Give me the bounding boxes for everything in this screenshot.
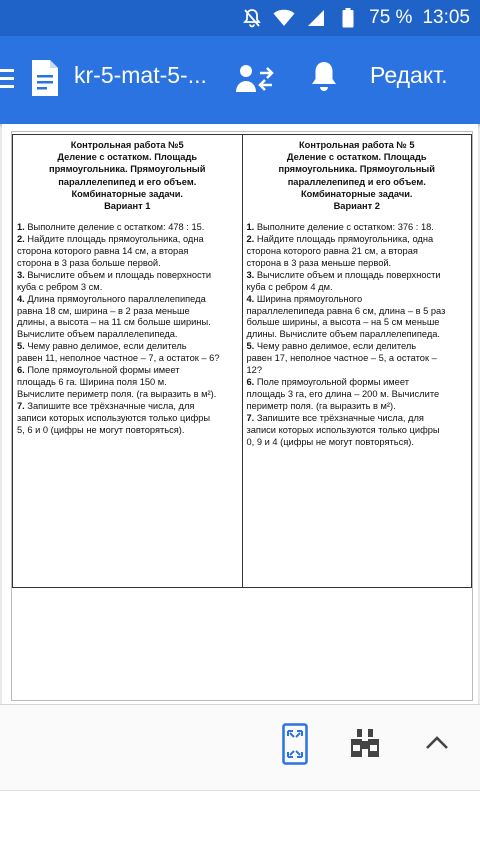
document-page[interactable]: [2, 124, 478, 704]
task-7: 7. Запишите все трёхзначные числа, для записи которых используются только цифры 5, 6 и 0 (цифры не могут повторяться).: [17, 400, 211, 435]
header-line: параллелепипед и его объем.: [287, 176, 426, 187]
header-line: Вариант 1: [104, 201, 151, 212]
header-line: Вариант 2: [333, 201, 380, 212]
share-user-icon[interactable]: [236, 62, 274, 96]
chevron-up-icon[interactable]: [424, 731, 450, 753]
task-1: 1. Выполните деление с остатком: 376 : 18.: [246, 222, 434, 233]
signal-icon: [305, 7, 327, 29]
document-icon: [30, 58, 60, 98]
document-title[interactable]: kr-5-mat-5-...: [74, 62, 207, 88]
variant-2-tasks: [247, 222, 468, 448]
task-2: 2. Найдите площадь прямоугольника, одна сторона которого равна 14 см, а вторая сторона в 3 раза больше первой.: [17, 234, 204, 268]
status-bar: [0, 0, 480, 36]
menu-icon[interactable]: [0, 64, 14, 94]
task-3: 3. Вычислите объем и площадь поверхности куба с ребром 4 дм.: [246, 269, 441, 292]
header-line: Деление с остатком. Площадь: [57, 152, 198, 163]
header-line: прямоугольника. Прямоугольный: [278, 164, 435, 175]
header-line: Комбинаторные задачи.: [300, 188, 413, 199]
variant-1-tasks: [17, 222, 238, 436]
header-line: Контрольная работа №5: [70, 140, 184, 150]
header-line: Контрольная работа № 5: [298, 140, 415, 150]
variant-1-header: [17, 139, 238, 212]
test-table: [12, 134, 472, 588]
binoculars-icon[interactable]: [348, 727, 382, 759]
header-line: Комбинаторные задачи.: [71, 188, 184, 199]
task-1: 1. Выполните деление с остатком: 478 : 15.: [17, 222, 205, 233]
app-bar: [0, 36, 480, 124]
muted-bell-icon: [241, 7, 263, 29]
bottom-toolbar: [0, 704, 480, 791]
clock: 13:05: [422, 7, 470, 28]
task-3: 3. Вычислите объем и площадь поверхности куба с ребром 3 см.: [17, 269, 212, 292]
bottom-area: [0, 790, 480, 855]
battery-icon: [337, 7, 359, 29]
task-5: 5. Чему равно делимое, если делитель равен 17, неполное частное – 5, а остаток – 12?: [246, 341, 437, 376]
variant-1-column: [13, 135, 242, 587]
task-4: 4. Ширина прямоугольного параллелепипеда равна 6 см, длина – в 5 раз больше ширины, а высота – на 5 см меньше длины. Вычислите объем параллелепипеда.: [246, 293, 446, 340]
task-5: 5. Чему равно делимое, если делитель равен 11, неполное частное – 7, а остаток – 6?: [17, 341, 220, 364]
battery-percent: 75 %: [369, 7, 413, 28]
edit-button[interactable]: Редакт.: [370, 62, 448, 88]
task-4: 4. Длина прямоугольного параллелепипеда равна 18 см, ширина – в 2 раза меньше длины, а высота – на 11 см больше ширины. Вычислите объем параллелепипеда.: [17, 293, 211, 340]
variant-2-header: [247, 139, 468, 212]
header-line: параллелепипед и его объем.: [58, 176, 197, 187]
task-2: 2. Найдите площадь прямоугольника, одна сторона которого равна 21 см, а вторая сторона в 3 раза меньше первой.: [246, 234, 434, 268]
task-6: 6. Поле прямоугольной формы имеет площадь 6 га. Ширина поля 150 м. Вычислите периметр поля. (га выразить в м²).: [17, 365, 217, 399]
variant-2-column: [242, 135, 472, 587]
task-6: 6. Поле прямоугольной формы имеет площадь 3 га, его длина – 200 м. Вычислите периметр поля. (га выразить в м²).: [246, 377, 440, 411]
wifi-icon: [273, 7, 295, 29]
header-line: Деление с остатком. Площадь: [286, 152, 427, 163]
bell-icon[interactable]: [310, 60, 338, 94]
status-icons: [241, 0, 470, 36]
fit-page-icon[interactable]: [282, 723, 308, 765]
task-7: 7. Запишите все трёхзначные числа, для записи которых используются только цифры 0, 9 и 4 (цифры не могут повторяться).: [246, 412, 440, 447]
header-line: прямоугольника. Прямоугольный: [49, 164, 206, 175]
